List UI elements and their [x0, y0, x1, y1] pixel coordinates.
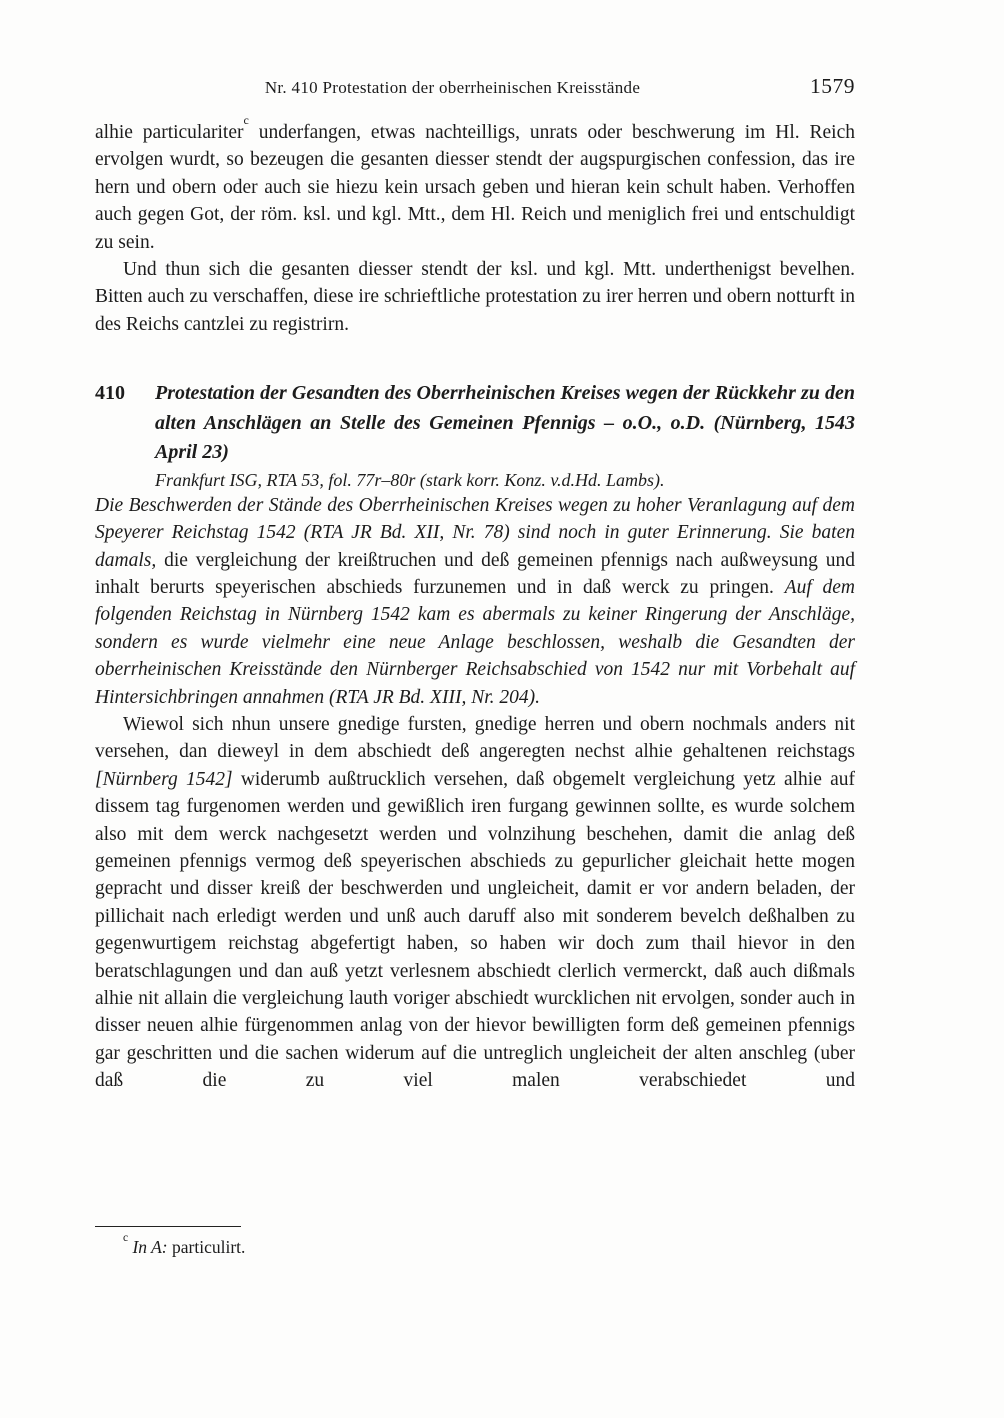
regest-roman-quotation: die vergleichung der kreißtruchen und deß gemeinen pfennigs nach außweysung und inhalt berurts speyerischen abschieds furzunemen und in daß werck zu pringen. — [95, 549, 856, 598]
regest-italic-part-1: Die Beschwerden der Stände des Oberrheinischen Kreises wegen zu hoher Veranlagung auf dem Speyerer Reichstag 1542 (RTA JR Bd. XII, Nr. 78) sind noch in guter Erinnerung. Sie baten damals, — [95, 494, 855, 571]
footnote-c-text: particulirt. — [172, 1237, 246, 1257]
regest-paragraph — [95, 492, 855, 711]
footnote-area — [95, 1226, 855, 1258]
archival-source-line: Frankfurt ISG, RTA 53, fol. 77r–80r (stark korr. Konz. v.d.Hd. Lambs). — [155, 469, 665, 490]
document-title: Protestation der Gesandten des Oberrheinischen Kreises wegen der Rückkehr zu den alten Anschlägen an Stelle des Gemeinen Pfennigs – o.O., o.D. (Nürnberg, 1543 April 23) — [155, 382, 855, 464]
footnote-c-source-label: In A: — [132, 1237, 168, 1257]
running-head-title: Nr. 410 Protestation der oberrheinischen Kreisstände — [264, 78, 641, 97]
body-roman-part-2: widerumb außtrucklich versehen, daß obgemelt vergleichung yetz alhie auf dissem tag furgenomen werden und gewißlich iren furgang gewinnen sollte, es wurde solchem also mit dem werck nachgesetzt werden und volnzihung beschehen, damit die anlag deß gemeinen pfennigs vermog deß speyerischen abschieds zu gepurlicher gleichait hette mogen gepracht und disser kreiß der beschwerden und ungleicheit, damit er vor andern beladen, der pillichait nach erledigt werden und unß auch daruff also mit sonderem bevelch deßhalben zu gegenwurtigem reichstag abgefertigt haben, so haben wir doch zum thail hievor in den beratschlagungen und dan auß yetzt verlesnem abschiedt clerlich vermerckt, daß auch dißmals alhie nit allain die vergleichung lauth voriger abschiedt wurcklichen nit ervolgen, sonder auch in disser neuen alhie fürgenommen anlag von der hievor bewilligten form deß gemeinen pfennigs gar geschritten und die sachen widerum auf die untreglich ungleicheit der alten anschleg (uber daß die zu viel malen verabschiedet und — [95, 768, 856, 1092]
carryover-paragraph — [95, 112, 855, 256]
paragraph-protestation-close: Und thun sich die gesanten diesser stendt der ksl. und kgl. Mtt. underthenigst bevelhen. Bitten auch zu verschaffen, diese ire schrieftliche protestation zu irer herren und obern notturft in des Reichs cantzlei zu registrirn. — [95, 259, 855, 335]
footnote-ref-c: c — [243, 112, 249, 127]
running-head — [95, 74, 855, 99]
page-number: 1579 — [810, 74, 855, 98]
footnote-c — [95, 1232, 855, 1258]
document-number: 410 — [95, 382, 125, 405]
document-heading — [95, 379, 855, 468]
paragraph-text-after-note: underfangen, etwas nachteilligs, unrats oder beschwerung im Hl. Reich ervolgen wurdt, so bezeugen die gesanten diesser stendt der augspurgischen confession, das ire hern und obern oder auch sie hiezu kein ursach geben und hieran kein schult haben. Verhoffen auch gegen Got, der röm. ksl. und kgl. Mtt., dem Hl. Reich und meniglich frei und entschuldigt zu sein. — [95, 122, 855, 253]
body-roman-part-1: Wiewol sich nhun unsere gnedige fursten, gnedige herren und obern nochmals anders nit versehen, dan dieweyl in dem abschiedt deß angeregten nechst alhie gehaltenen reichstags — [95, 714, 855, 763]
regest-italic-part-2: Auf dem folgenden Reichstag in Nürnberg 1542 kam es abermals zu keiner Ringerung der Anschläge, sondern es wurde vielmehr eine neue Anlage beschlossen, weshalb die Gesandten der oberrheinischen Kreisstände den Nürnberger Reichsabschied von 1542 nur mit Vorbehalt auf Hintersichbringen annahmen (RTA JR Bd. XIII, Nr. 204). — [95, 576, 855, 708]
footnote-separator-rule — [95, 1226, 241, 1227]
footnote-c-marker: c — [123, 1232, 129, 1245]
document-body-paragraph — [95, 711, 855, 1095]
text-column — [95, 112, 856, 1095]
paragraph-text-before-note: alhie particulariter — [95, 122, 244, 143]
body-italic-insertion: [Nürnberg 1542] — [95, 768, 233, 790]
